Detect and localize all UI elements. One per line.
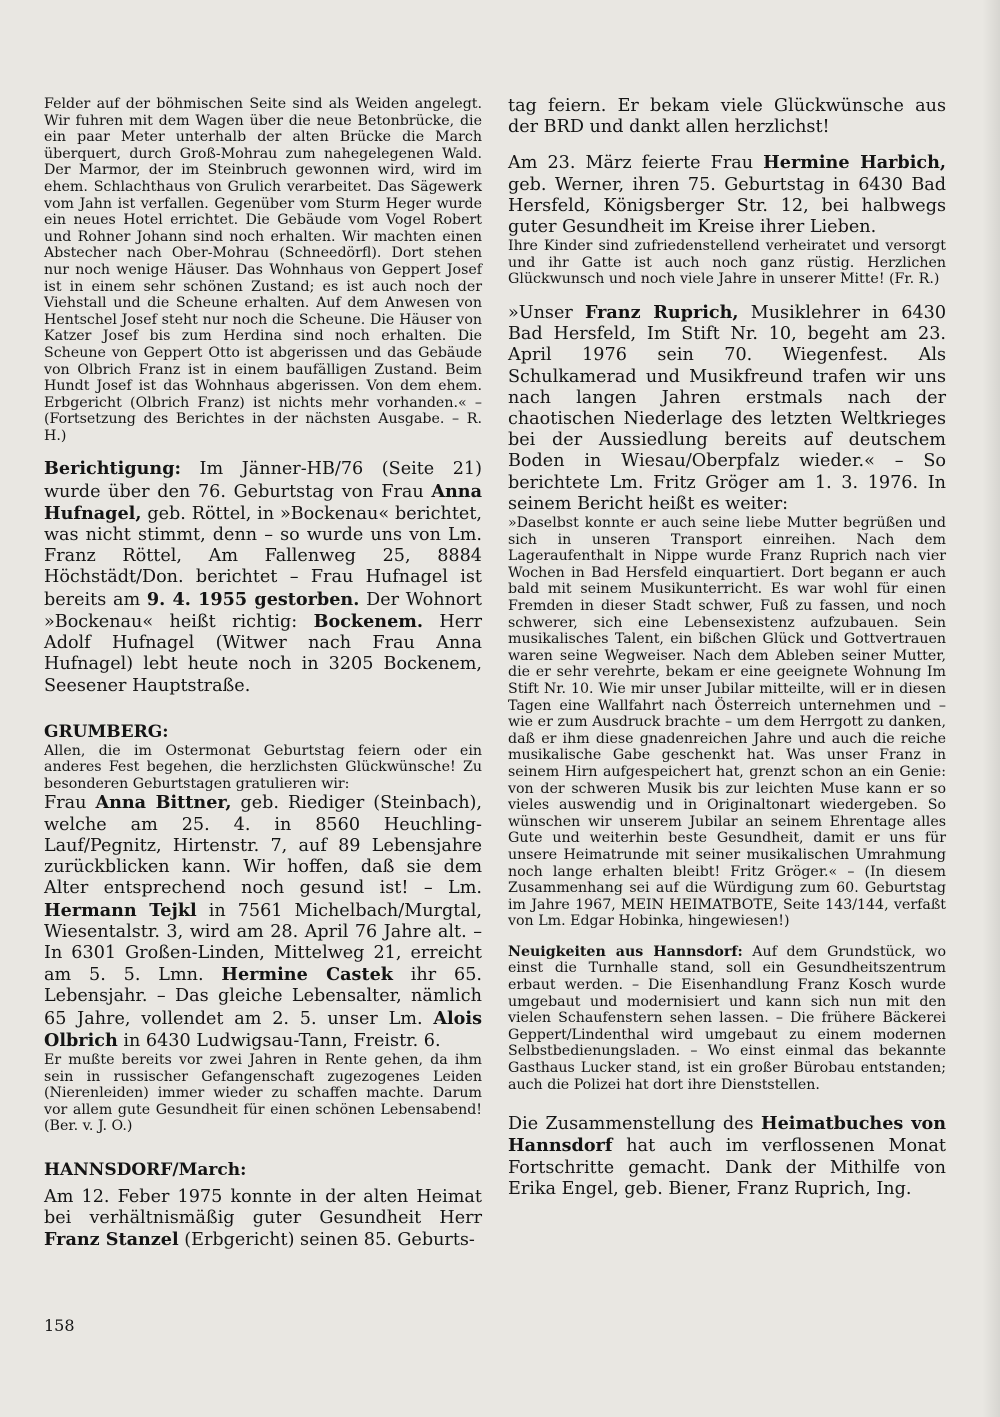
text-span: Der Wohnort »Bockenau« heißt richtig: xyxy=(44,589,482,632)
neuigkeiten-paragraph xyxy=(508,944,946,1093)
section-heading-grumberg: GRUMBERG: xyxy=(44,721,169,742)
text-span: Frau xyxy=(44,793,96,814)
name-anna-hufnagel: Anna Hufnagel, xyxy=(44,480,482,524)
neuigkeiten-label: Neuigkeiten aus Hannsdorf: xyxy=(508,943,743,960)
section-heading-hannsdorf: HANNSDORF/March: xyxy=(44,1159,247,1180)
text-span: Herr Adolf Hufnagel (Witwer nach Frau Anna Hufnagel) lebt heute noch in 3205 Bockenem, Seesener Hauptstraße. xyxy=(44,611,482,696)
ruprich-report: »Daselbst konnte er auch seine liebe Mutter begrüßen und sich in unseren Transport einreihen. Nach dem Lageraufenthalt in Nippe wurde Franz Ruprich nach vier Wochen in Bad Hersfeld einquartiert. Dort begann er auch bald mit seinem Musikunterricht. Es war wohl für einen Fremden in dieser Stadt schwer, Fuß zu fassen, und noch schwerer, sich eine Lebensexistenz aufzubauen. Sein musikalisches Talent, ein bißchen Glück und Gottvertrauen waren seine Wegweiser. Nach dem Ableben seiner Mutter, die er sehr verehrte, bekam er eine geeignete Wohnung Im Stift Nr. 10. Wie mir unser Jubilar mitteilte, will er in diesen Tagen eine Wallfahrt nach Österreich unternehmen und – wie er zum Ausdruck brachte – um dem Herrgott zu danken, daß er ihm diese gnadenreichen Jahre und auch die reiche musikalische Gabe geschenkt hat. Was unser Franz in seinem Hirn aufgespeichert hat, grenzt schon an ein Genie: von der schweren Musik bis zur leichten Muse kann er so vieles auswendig und in Originaltonart wiedergeben. So wünschen wir unserem Jubilar an seinem Ehrentage alles Gute und weiterhin beste Gesundheit, damit er uns für unsere Heimatrunde mit seiner musikalischen Umrahmung noch lange erhalten bleibt! Fritz Gröger.« – (In diesem Zusammenhang sei auf die Würdigung zum 60. Geburtstag im Jahre 1967, MEIN HEIMATBOTE, Seite 143/144, verfaßt von Lm. Edgar Hobinka, hingewiesen!) xyxy=(508,515,946,930)
hannsdorf-stanzel xyxy=(44,1187,482,1252)
text-span: Im Jänner-HB/76 (Seite 21) wurde über den 76. Geburtstag von Frau xyxy=(44,459,482,502)
ruprich-paragraph xyxy=(508,302,946,515)
text-span: in 6430 Ludwigsau-Tann, Freistr. 6. xyxy=(117,1030,441,1051)
text-span: geb. Werner, ihren 75. Geburtstag in 6430 Bad Hersfeld, Königsberger Str. 12, bei halbwegs guter Gesundheit im Kreise ihrer Lieben. xyxy=(508,174,946,238)
death-date: 9. 4. 1955 gestorben. xyxy=(146,588,360,610)
page-number: 158 xyxy=(44,1316,75,1335)
stanzel-continuation: tag feiern. Er bekam viele Glückwünsche aus der BRD und dankt allen herzlichst! xyxy=(508,96,946,138)
text-span: geb. Röttel, in »Bockenau« berichtet, was nicht stimmt, denn – so wurde uns von Lm. Franz Röttel, Am Fallenweg 25, 8884 Höchstädt/Don. berichtet – Frau Hufnagel ist bereits am xyxy=(44,503,482,610)
name-alois-olbrich: Alois Olbrich xyxy=(44,1007,482,1051)
name-hermann-tejkl: Hermann Tejkl xyxy=(44,899,197,921)
binding-shadow xyxy=(982,0,1000,1417)
text-span: Am 12. Feber 1975 konnte in der alten Heimat bei verhältnismäßig guter Gesundheit Herr xyxy=(44,1186,482,1229)
right-column xyxy=(508,96,946,1200)
name-franz-ruprich: Franz Ruprich, xyxy=(584,302,739,323)
grumberg-birthdays xyxy=(44,792,482,1051)
berichtigung-paragraph xyxy=(44,458,482,696)
harbich-paragraph xyxy=(508,152,946,238)
text-span: in 7561 Michelbach/Murgtal, Wiesentalstr. 3, wird am 28. April 76 Jahre alt. – In 6301 Großen-Linden, Mittelweg 21, erreicht am 5. 5. Lmn. xyxy=(44,900,482,986)
text-span: (Erbgericht) seinen 85. Geburts- xyxy=(178,1230,475,1251)
text-span: »Unser xyxy=(508,303,585,323)
text-span: Auf dem Grundstück, wo einst die Turnhalle stand, soll ein Gesundheitszentrum erbaut werden. – Die Eisenhandlung Franz Kosch wurde umgebaut und modernisiert und kann sich nun mit den vielen Schaufenstern sehen lassen. – Die frühere Bäckerei Geppert/Lindenthal wird umgebaut zu einem modernen Selbstbedienungsladen. – Wo einst einmal das bekannte Gasthaus Lucker stand, ist ein großer Bürobau entstanden; auch die Polizei hat dort ihre Dienststellen. xyxy=(508,943,946,1093)
mohrau-report: Felder auf der böhmischen Seite sind als Weiden angelegt. Wir fuhren mit dem Wagen über die neue Betonbrücke, die ein paar Meter unterhalb der alten Brücke die March überquert, durch Groß-Mohrau zum nahegelegenen Wald. Der Marmor, der im Steinbruch gewonnen wird, wird im ehem. Schlachthaus von Grulich verarbeitet. Das Sägewerk vom Jahn ist verfallen. Gegenüber vom Sturm Heger wurde ein neues Hotel errichtet. Die Gebäude vom Vogel Robert und Rohner Johann sind noch erhalten. Wir machten einen Abstecher nach Ober-Mohrau (Schneedörfl). Dort stehen nur noch wenige Häuser. Das Wohnhaus von Geppert Josef ist in einem sehr schönen Zustand; es ist auch noch der Viehstall und die Scheune erhalten. Auf dem Anwesen von Hentschel Josef steht nur noch die Scheune. Die Häuser von Katzer Josef bis zum Herdina sind noch erhalten. Die Scheune von Geppert Otto ist abgerissen und das Gebäude von Olbrich Franz ist in einem baufälligen Zustand. Beim Hundt Josef ist das Wohnhaus abgerissen. Von dem ehem. Erbgericht (Olbrich Franz) ist nichts mehr vorhanden.« – (Fortsetzung des Berichtes in der nächsten Ausgabe. – R. H.) xyxy=(44,96,482,444)
berichtigung-label: Berichtigung: xyxy=(44,458,182,480)
left-column xyxy=(44,96,482,1252)
grumberg-intro: Allen, die im Ostermonat Geburtstag feiern oder ein anderes Fest begehen, die herzlichsten Glückwünsche! Zu besonderen Geburtstagen gratulieren wir: xyxy=(44,742,482,792)
name-anna-bittner: Anna Bittner, xyxy=(95,792,232,814)
name-franz-stanzel: Franz Stanzel xyxy=(44,1229,179,1251)
text-span: hat auch im verflossenen Monat Fortschritte gemacht. Dank der Mithilfe von Erika Engel, geb. Biener, Franz Ruprich, Ing. xyxy=(508,1136,946,1199)
text-span: geb. Riediger (Steinbach), welche am 25. 4. in 8560 Heuchling-Lauf/Pegnitz, Hirtenstr. 7, auf 89 Lebensjahre zurückblicken kann. Wir hoffen, daß sie dem Alter entsprechend noch gesund ist! – Lm. xyxy=(44,793,482,899)
name-hermine-castek: Hermine Castek xyxy=(221,964,393,986)
place-bockenem: Bockenem. xyxy=(313,610,424,632)
text-span: Am 23. März feierte Frau xyxy=(508,153,764,174)
grumberg-olbrich-note: Er mußte bereits vor zwei Jahren in Rente gehen, da ihm sein in russischer Gefangenschaft zugezogenes Leiden (Nierenleiden) immer wieder zu schaffen machte. Darum vor allem gute Gesundheit für einen schönen Lebensabend! (Ber. v. J. O.) xyxy=(44,1051,482,1135)
heimatbuch-paragraph xyxy=(508,1113,946,1200)
text-span: ihr 65. Lebensjahr. – Das gleiche Lebensalter, nämlich 65 Jahre, vollendet am 2. 5. unser Lm. xyxy=(44,965,482,1029)
harbich-note: Ihre Kinder sind zufriedenstellend verheiratet und versorgt und ihr Gatte ist auch noch ganz rüstig. Herzlichen Glückwunsch und noch viele Jahre in unserer Mitte! (Fr. R.) xyxy=(508,238,946,288)
heimatbuch-title: Heimatbuches von Hannsdorf xyxy=(508,1113,947,1157)
text-span: Musiklehrer in 6430 Bad Hersfeld, Im Stift Nr. 10, begeht am 23. April 1976 sein 70. Wiegenfest. Als Schulkamerad und Musikfreund trafen wir uns nach langen Jahren erstmals nach der chaotischen Niederlage des letzten Weltkrieges bei der Aussiedlung bereits auf deutschem Boden in Wiesau/Oberpfalz wieder.« – So berichtete Lm. Fritz Gröger am 1. 3. 1976. In seinem Bericht heißt es weiter: xyxy=(508,303,947,514)
name-hermine-harbich: Hermine Harbich, xyxy=(763,152,947,174)
text-span: Die Zusammenstellung des xyxy=(508,1114,761,1135)
